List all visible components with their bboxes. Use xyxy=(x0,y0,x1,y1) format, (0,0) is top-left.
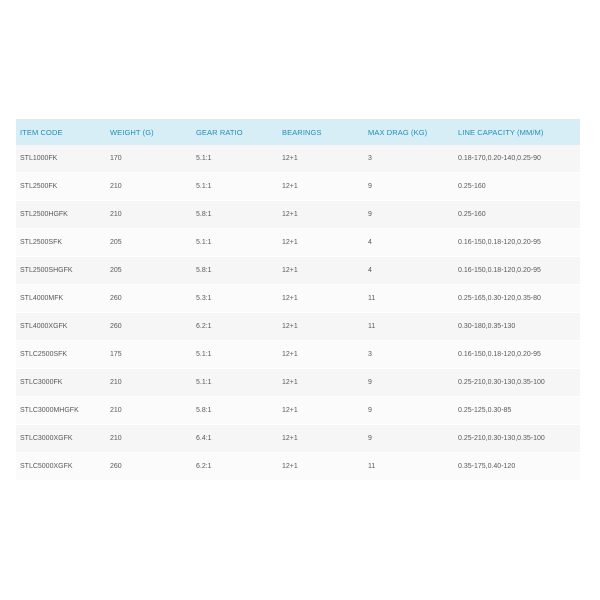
weight-cell: 260 xyxy=(106,285,192,313)
line-capacity-cell: 0.25-160 xyxy=(454,173,580,201)
spec-table xyxy=(16,119,580,481)
weight-cell: 210 xyxy=(106,397,192,425)
line-capacity-cell: 0.16-150,0.18-120,0.20-95 xyxy=(454,341,580,369)
weight-cell: 170 xyxy=(106,145,192,173)
item-code-cell: STLC3000XGFK xyxy=(16,425,106,453)
line-capacity-cell: 0.18-170,0.20-140,0.25-90 xyxy=(454,145,580,173)
item-code-cell: STL2500HGFK xyxy=(16,201,106,229)
gear-ratio-cell: 5.1:1 xyxy=(192,229,278,257)
gear-ratio-cell: 5.3:1 xyxy=(192,285,278,313)
max-drag-cell: 9 xyxy=(364,173,454,201)
max-drag-cell: 9 xyxy=(364,397,454,425)
bearings-cell: 12+1 xyxy=(278,453,364,481)
item-code-cell: STLC3000MHGFK xyxy=(16,397,106,425)
weight-cell: 210 xyxy=(106,369,192,397)
table-row xyxy=(16,397,580,425)
table-header xyxy=(16,119,580,145)
line-capacity-cell: 0.25-125,0.30-85 xyxy=(454,397,580,425)
weight-cell: 205 xyxy=(106,229,192,257)
table-row xyxy=(16,341,580,369)
max-drag-cell: 4 xyxy=(364,257,454,285)
header-row xyxy=(16,119,580,145)
table-row xyxy=(16,229,580,257)
max-drag-cell: 4 xyxy=(364,229,454,257)
gear-ratio-cell: 5.1:1 xyxy=(192,173,278,201)
table-row xyxy=(16,313,580,341)
item-code-cell: STL2500FK xyxy=(16,173,106,201)
bearings-cell: 12+1 xyxy=(278,341,364,369)
gear-ratio-cell: 5.8:1 xyxy=(192,397,278,425)
table-row xyxy=(16,173,580,201)
weight-cell: 260 xyxy=(106,313,192,341)
weight-cell: 210 xyxy=(106,201,192,229)
bearings-cell: 12+1 xyxy=(278,397,364,425)
header-line-capacity: LINE CAPACITY (MM/M) xyxy=(454,119,580,145)
max-drag-cell: 9 xyxy=(364,369,454,397)
bearings-cell: 12+1 xyxy=(278,369,364,397)
line-capacity-cell: 0.16-150,0.18-120,0.20-95 xyxy=(454,257,580,285)
max-drag-cell: 3 xyxy=(364,341,454,369)
max-drag-cell: 11 xyxy=(364,285,454,313)
table-row xyxy=(16,201,580,229)
bearings-cell: 12+1 xyxy=(278,257,364,285)
gear-ratio-cell: 5.1:1 xyxy=(192,369,278,397)
gear-ratio-cell: 5.8:1 xyxy=(192,201,278,229)
line-capacity-cell: 0.25-210,0.30-130,0.35-100 xyxy=(454,425,580,453)
max-drag-cell: 11 xyxy=(364,453,454,481)
bearings-cell: 12+1 xyxy=(278,201,364,229)
gear-ratio-cell: 6.2:1 xyxy=(192,453,278,481)
item-code-cell: STL1000FK xyxy=(16,145,106,173)
max-drag-cell: 9 xyxy=(364,425,454,453)
table-row xyxy=(16,453,580,481)
gear-ratio-cell: 6.4:1 xyxy=(192,425,278,453)
bearings-cell: 12+1 xyxy=(278,285,364,313)
item-code-cell: STL4000MFK xyxy=(16,285,106,313)
header-item-code: ITEM CODE xyxy=(16,119,106,145)
weight-cell: 210 xyxy=(106,173,192,201)
line-capacity-cell: 0.30-180,0.35-130 xyxy=(454,313,580,341)
max-drag-cell: 3 xyxy=(364,145,454,173)
table-body xyxy=(16,145,580,481)
gear-ratio-cell: 6.2:1 xyxy=(192,313,278,341)
gear-ratio-cell: 5.1:1 xyxy=(192,145,278,173)
bearings-cell: 12+1 xyxy=(278,145,364,173)
header-gear-ratio: GEAR RATIO xyxy=(192,119,278,145)
bearings-cell: 12+1 xyxy=(278,229,364,257)
item-code-cell: STLC2500SFK xyxy=(16,341,106,369)
item-code-cell: STLC5000XGFK xyxy=(16,453,106,481)
item-code-cell: STL2500SHGFK xyxy=(16,257,106,285)
line-capacity-cell: 0.16-150,0.18-120,0.20-95 xyxy=(454,229,580,257)
bearings-cell: 12+1 xyxy=(278,425,364,453)
line-capacity-cell: 0.25-165,0.30-120,0.35-80 xyxy=(454,285,580,313)
weight-cell: 205 xyxy=(106,257,192,285)
weight-cell: 210 xyxy=(106,425,192,453)
table-row xyxy=(16,425,580,453)
item-code-cell: STL4000XGFK xyxy=(16,313,106,341)
weight-cell: 175 xyxy=(106,341,192,369)
item-code-cell: STL2500SFK xyxy=(16,229,106,257)
max-drag-cell: 11 xyxy=(364,313,454,341)
table-row xyxy=(16,257,580,285)
line-capacity-cell: 0.25-160 xyxy=(454,201,580,229)
weight-cell: 260 xyxy=(106,453,192,481)
table-row xyxy=(16,145,580,173)
gear-ratio-cell: 5.8:1 xyxy=(192,257,278,285)
max-drag-cell: 9 xyxy=(364,201,454,229)
bearings-cell: 12+1 xyxy=(278,313,364,341)
table-row xyxy=(16,285,580,313)
header-weight: WEIGHT (G) xyxy=(106,119,192,145)
header-max-drag: MAX DRAG (KG) xyxy=(364,119,454,145)
table-row xyxy=(16,369,580,397)
bearings-cell: 12+1 xyxy=(278,173,364,201)
gear-ratio-cell: 5.1:1 xyxy=(192,341,278,369)
item-code-cell: STLC3000FK xyxy=(16,369,106,397)
line-capacity-cell: 0.35-175,0.40-120 xyxy=(454,453,580,481)
header-bearings: BEARINGS xyxy=(278,119,364,145)
line-capacity-cell: 0.25-210,0.30-130,0.35-100 xyxy=(454,369,580,397)
